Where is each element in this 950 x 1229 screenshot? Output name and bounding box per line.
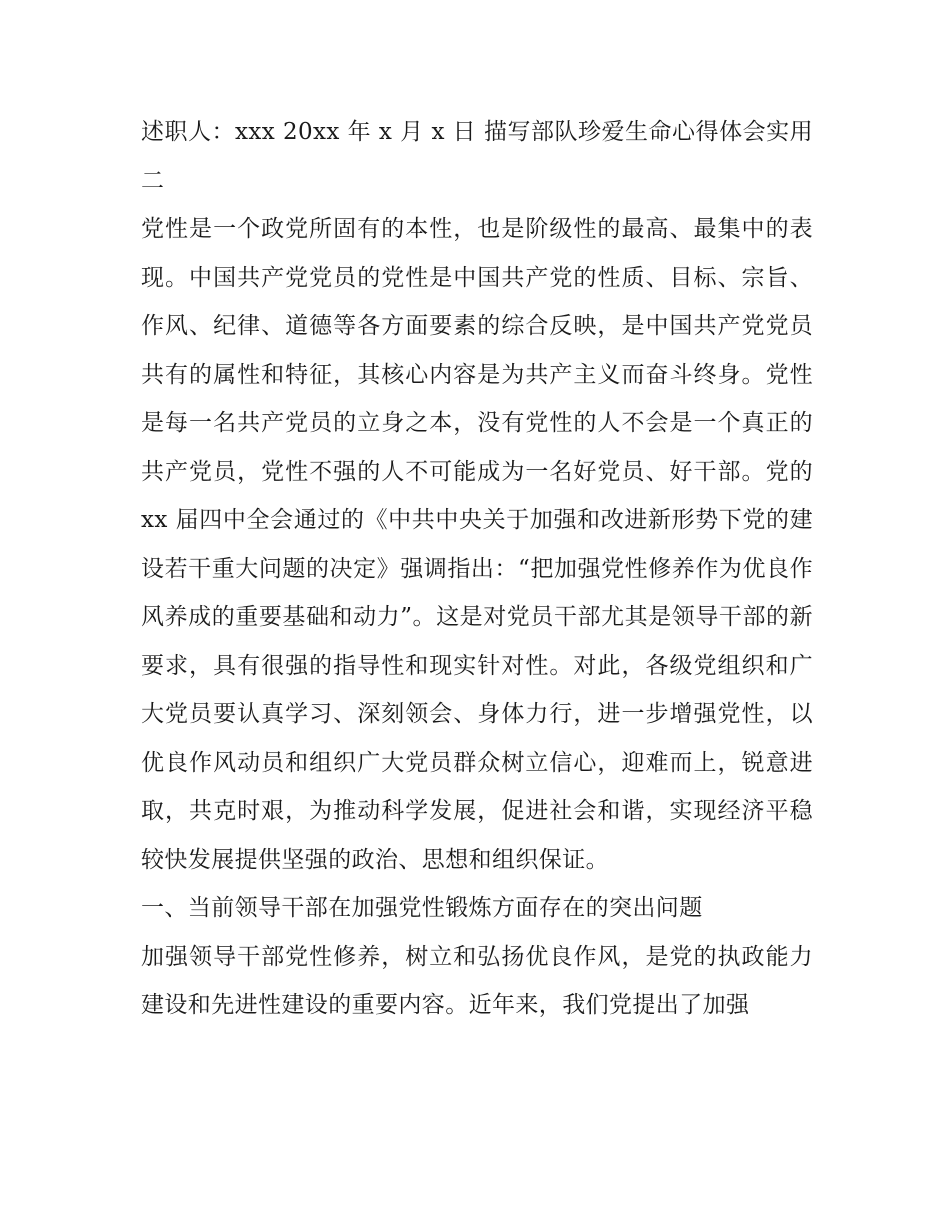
section-heading: 一、当前领导干部在加强党性锻炼方面存在的突出问题 bbox=[141, 895, 703, 921]
document-body bbox=[141, 108, 813, 1030]
header-line: 述职人：xxx 20xx 年 x 月 x 日 描写部队珍爱生命心得体会实用二 bbox=[141, 119, 813, 194]
paragraph-2: 加强领导干部党性修养，树立和弘扬优良作风，是党的执政能力建设和先进性建设的重要内容。近年来，我们党提出了加强 bbox=[141, 943, 813, 1018]
paragraph-1: 党性是一个政党所固有的本性，也是阶级性的最高、最集中的表现。中国共产党党员的党性是中国共产党的性质、目标、宗旨、作风、纪律、道德等各方面要素的综合反映，是中国共产党党员共有的属性和特征，其核心内容是为共产主义而奋斗终身。党性是每一名共产党员的立身之本，没有党性的人不会是一个真正的共产党员，党性不强的人不可能成为一名好党员、好干部。党的 xx 届四中全会通过的《中共中央关于加强和改进新形势下党的建设若干重大问题的决定》强调指出：“把加强党性修养作为优良作风养成的重要基础和动力”。这是对党员干部尤其是领导干部的新要求，具有很强的指导性和现实针对性。对此，各级党组织和广大党员要认真学习、深刻领会、身体力行，进一步增强党性，以优良作风动员和组织广大党员群众树立信心，迎难而上，锐意进取，共克时艰，为推动科学发展，促进社会和谐，实现经济平稳较快发展提供坚强的政治、思想和组织保证。 bbox=[141, 216, 813, 873]
